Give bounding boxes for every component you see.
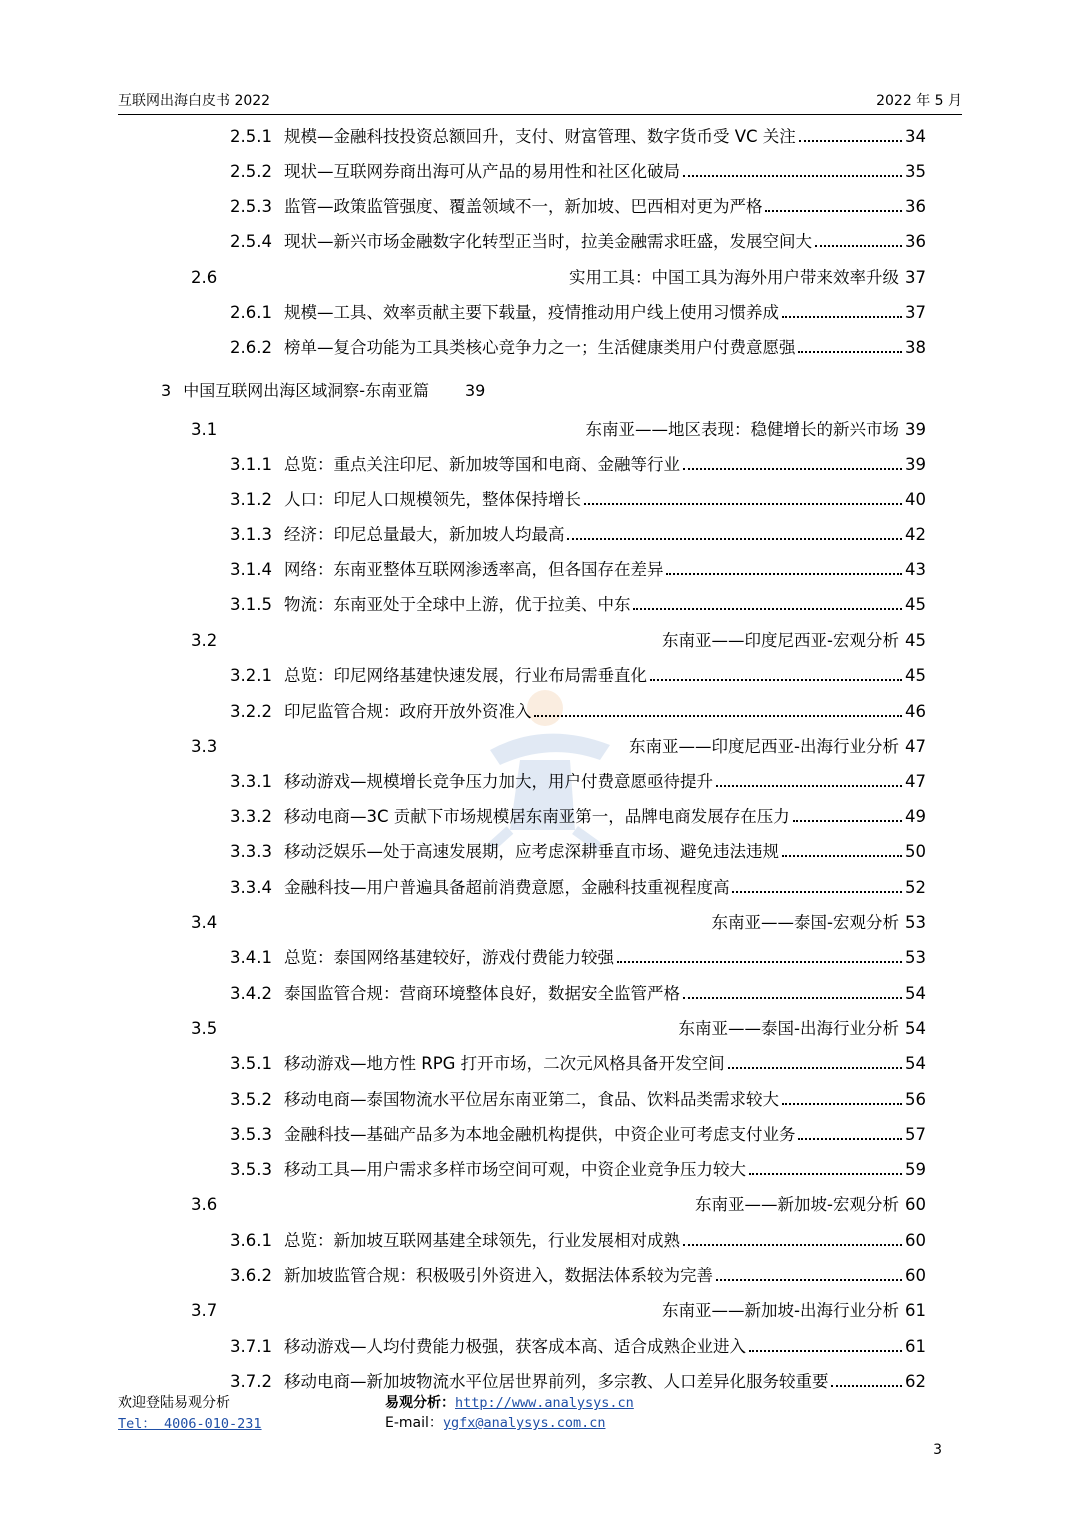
toc-page-number: 43 [905,560,926,579]
footer-welcome: 欢迎登陆易观分析 [118,1395,230,1411]
toc-page-number: 45 [905,666,926,685]
toc-page-number: 47 [905,737,926,756]
toc-page-number: 54 [905,984,926,1003]
toc-title: 规模—金融科技投资总额回升，支付、财富管理、数字货币受 VC 关注 [283,127,796,146]
toc-entry[interactable] [230,1226,926,1256]
toc-entry[interactable] [230,661,926,691]
toc-dot-leader [650,678,902,681]
document-date: 2022 年 5 月 [876,93,962,109]
toc-title: 实用工具：中国工具为海外用户带来效率升级 [569,268,899,287]
toc-number: 3.5 [191,1019,218,1038]
toc-number: 3.5.1 [230,1054,272,1073]
toc-page-number: 39 [464,381,486,400]
toc-number: 3.1 [191,420,218,439]
toc-title: 中国互联网出海区域洞察-东南亚篇 [183,381,429,400]
toc-page-number: 53 [905,913,926,932]
toc-dot-leader [716,1278,902,1281]
toc-entry[interactable] [230,333,926,363]
toc-entry[interactable] [230,450,926,480]
toc-number: 2.6.1 [230,303,272,322]
toc-number: 3.6.2 [230,1266,272,1285]
toc-page-number: 61 [905,1337,926,1356]
toc-number: 3.1.5 [230,595,272,614]
toc-title: 金融科技—用户普遍具备超前消费意愿，金融科技重视程度高 [283,878,730,897]
toc-title: 东南亚——新加坡-出海行业分析 [662,1301,899,1320]
toc-entry[interactable] [191,1296,926,1326]
toc-dot-leader [782,315,902,318]
toc-title: 总览：泰国网络基建较好，游戏付费能力较强 [283,948,614,967]
toc-entry[interactable] [191,908,926,938]
toc-entry[interactable] [230,1049,926,1079]
toc-title: 移动游戏—人均付费能力极强，获客成本高、适合成熟企业进入 [283,1337,746,1356]
toc-number: 2.5.1 [230,127,272,146]
toc-entry[interactable] [191,415,926,445]
toc-entry[interactable] [191,626,926,656]
toc-page-number: 52 [905,878,926,897]
toc-entry[interactable] [230,122,926,152]
toc-dot-leader [749,1172,902,1175]
toc-page-number: 53 [905,948,926,967]
toc-number: 3.5.3 [230,1160,272,1179]
toc-dot-leader [782,1102,902,1105]
toc-number: 3.1.3 [230,525,272,544]
toc-entry[interactable] [230,192,926,222]
footer-site-label: 易观分析： [385,1395,455,1411]
toc-page-number: 57 [905,1125,926,1144]
toc-title: 印尼监管合规：政府开放外资准入 [283,702,532,721]
toc-dot-leader [617,960,902,963]
toc-title: 东南亚——印度尼西亚-宏观分析 [662,631,899,650]
toc-dot-leader [793,819,902,822]
toc-title: 现状—新兴市场金融数字化转型正当时，拉美金融需求旺盛，发展空间大 [283,232,812,251]
toc-dot-leader [683,174,902,177]
toc-number: 3.2 [191,631,218,650]
toc-title: 移动泛娱乐—处于高速发展期，应考虑深耕垂直市场、避免违法违规 [283,842,779,861]
toc-title: 移动电商—新加坡物流水平位居世界前列，多宗教、人口差异化服务较重要 [283,1372,829,1391]
toc-title: 东南亚——泰国-出海行业分析 [678,1019,899,1038]
toc-dot-leader [534,714,902,717]
toc-title: 金融科技—基础产品多为本地金融机构提供，中资企业可考虑支付业务 [283,1125,796,1144]
toc-page-number: 35 [905,162,926,181]
toc-title: 泰国监管合规：营商环境整体良好，数据安全监管严格 [283,984,680,1003]
toc-dot-leader [584,502,902,505]
toc-title: 移动电商—3C 贡献下市场规模居东南亚第一，品牌电商发展存在压力 [283,807,790,826]
toc-page-number: 45 [905,595,926,614]
toc-title: 移动电商—泰国物流水平位居东南亚第二，食品、饮料品类需求较大 [283,1090,779,1109]
toc-page-number: 46 [905,702,926,721]
toc-page-number: 37 [905,303,926,322]
toc-entry[interactable] [230,590,926,620]
toc-page-number: 50 [905,842,926,861]
toc-page-number: 49 [905,807,926,826]
toc-dot-leader [683,1243,902,1246]
toc-dot-leader [815,244,902,247]
toc-title: 总览：新加坡互联网基建全球领先，行业发展相对成熟 [283,1231,680,1250]
toc-entry[interactable] [230,873,926,903]
footer-email-label: E-mail： [385,1415,443,1431]
toc-page-number: 40 [905,490,926,509]
toc-chapter[interactable] [161,376,721,406]
toc-entry[interactable] [230,979,926,1009]
toc-number: 3 [161,381,172,400]
email-link[interactable]: ygfx@analysys.com.cn [442,1415,606,1431]
toc-number: 2.6 [191,268,218,287]
toc-page-number: 36 [905,197,926,216]
toc-title: 人口：印尼人口规模领先，整体保持增长 [283,490,581,509]
toc-dot-leader [782,854,902,857]
toc-page-number: 34 [905,127,926,146]
toc-number: 3.3 [191,737,218,756]
toc-entry[interactable] [191,1190,926,1220]
toc-title: 物流：东南亚处于全球中上游，优于拉美、中东 [283,595,631,614]
toc-page-number: 54 [905,1054,926,1073]
toc-entry[interactable] [191,263,926,293]
toc-dot-leader [732,890,902,893]
toc-dot-leader [716,784,902,787]
toc-entry[interactable] [230,1155,926,1185]
toc-dot-leader [666,572,902,575]
toc-page-number: 45 [905,631,926,650]
toc-page-number: 61 [905,1301,926,1320]
toc-number: 3.7.1 [230,1337,272,1356]
toc-title: 移动游戏—规模增长竞争压力加大，用户付费意愿亟待提升 [283,772,713,791]
website-link[interactable]: http://www.analysys.cn [455,1395,634,1411]
toc-entry[interactable] [230,227,926,257]
toc-entry[interactable] [230,520,926,550]
document-title: 互联网出海白皮书 2022 [118,93,271,109]
page-number: 3 [933,1442,942,1458]
toc-number: 3.1.4 [230,560,272,579]
toc-number: 3.3.3 [230,842,272,861]
toc-number: 3.4.2 [230,984,272,1003]
toc-dot-leader [765,209,902,212]
toc-title: 东南亚——泰国-宏观分析 [711,913,899,932]
toc-dot-leader [633,607,902,610]
toc-page-number: 39 [905,420,926,439]
toc-page-number: 56 [905,1090,926,1109]
toc-entry[interactable] [230,1332,926,1362]
toc-page-number: 59 [905,1160,926,1179]
toc-title: 新加坡监管合规：积极吸引外资进入，数据法体系较为完善 [283,1266,713,1285]
toc-title: 规模—工具、效率贡献主要下载量，疫情推动用户线上使用习惯养成 [283,303,779,322]
toc-dot-leader [567,537,902,540]
footer-email [385,1412,605,1432]
toc-entry[interactable] [230,943,926,973]
toc-page-number: 37 [905,268,926,287]
toc-number: 3.7.2 [230,1372,272,1391]
toc-dot-leader [831,1384,902,1387]
toc-title: 经济：印尼总量最大，新加坡人均最高 [283,525,565,544]
toc-entry[interactable] [191,1014,926,1044]
toc-title: 东南亚——新加坡-宏观分析 [695,1195,899,1214]
toc-dot-leader [683,467,902,470]
toc-number: 3.4 [191,913,218,932]
toc-number: 3.5.2 [230,1090,272,1109]
toc-number: 2.5.4 [230,232,272,251]
toc-dot-leader [683,996,902,999]
toc-entry[interactable] [230,1085,926,1115]
toc-number: 3.3.1 [230,772,272,791]
toc-number: 3.3.4 [230,878,272,897]
toc-dot-leader [749,1349,902,1352]
toc-number: 3.2.2 [230,702,272,721]
toc-entry[interactable] [230,802,926,832]
toc-page-number: 54 [905,1019,926,1038]
toc-page-number: 47 [905,772,926,791]
toc-entry[interactable] [230,697,926,727]
toc-title: 网络：东南亚整体互联网渗透率高，但各国存在差异 [283,560,664,579]
toc-title: 榜单—复合功能为工具类核心竞争力之一；生活健康类用户付费意愿强 [283,338,796,357]
toc-number: 3.1.1 [230,455,272,474]
page-header [118,86,962,115]
toc-number: 3.5.3 [230,1125,272,1144]
toc-title: 总览：重点关注印尼、新加坡等国和电商、金融等行业 [283,455,680,474]
toc-dot-leader [799,139,902,142]
toc-entry[interactable] [230,1120,926,1150]
toc-page-number: 42 [905,525,926,544]
toc-number: 3.6.1 [230,1231,272,1250]
toc-page-number: 60 [905,1231,926,1250]
toc-number: 2.5.2 [230,162,272,181]
toc-title: 移动游戏—地方性 RPG 打开市场，二次元风格具备开发空间 [283,1054,725,1073]
toc-number: 3.2.1 [230,666,272,685]
toc-number: 2.5.3 [230,197,272,216]
toc-number: 3.1.2 [230,490,272,509]
toc-number: 3.6 [191,1195,218,1214]
footer-website [385,1392,634,1412]
toc-entry[interactable] [230,555,926,585]
toc-page-number: 62 [905,1372,926,1391]
toc-entry[interactable] [230,837,926,867]
toc-page-number: 60 [905,1195,926,1214]
toc-dot-leader [798,350,902,353]
toc-title: 东南亚——地区表现：稳健增长的新兴市场 [585,420,899,439]
toc-title: 监管—政策监管强度、覆盖领域不一，新加坡、巴西相对更为严格 [283,197,763,216]
toc-page-number: 39 [905,455,926,474]
toc-page-number: 60 [905,1266,926,1285]
toc-title: 移动工具—用户需求多样市场空间可观，中资企业竞争压力较大 [283,1160,746,1179]
toc-page-number: 38 [905,338,926,357]
toc-number: 3.3.2 [230,807,272,826]
footer-tel[interactable]: Tel： 4006-010-231 [118,1416,262,1432]
toc-number: 3.4.1 [230,948,272,967]
toc-entry[interactable] [230,157,926,187]
toc-title: 现状—互联网券商出海可从产品的易用性和社区化破局 [283,162,680,181]
toc-number: 2.6.2 [230,338,272,357]
toc-entry[interactable] [191,732,926,762]
toc-entry[interactable] [230,298,926,328]
toc-number: 3.7 [191,1301,218,1320]
toc-dot-leader [728,1066,902,1069]
toc-page-number: 36 [905,232,926,251]
toc-title: 东南亚——印度尼西亚-出海行业分析 [629,737,899,756]
toc-entry[interactable] [230,485,926,515]
toc-title: 总览：印尼网络基建快速发展，行业布局需垂直化 [283,666,647,685]
toc-entry[interactable] [230,1261,926,1291]
toc-dot-leader [798,1137,902,1140]
toc-entry[interactable] [230,767,926,797]
